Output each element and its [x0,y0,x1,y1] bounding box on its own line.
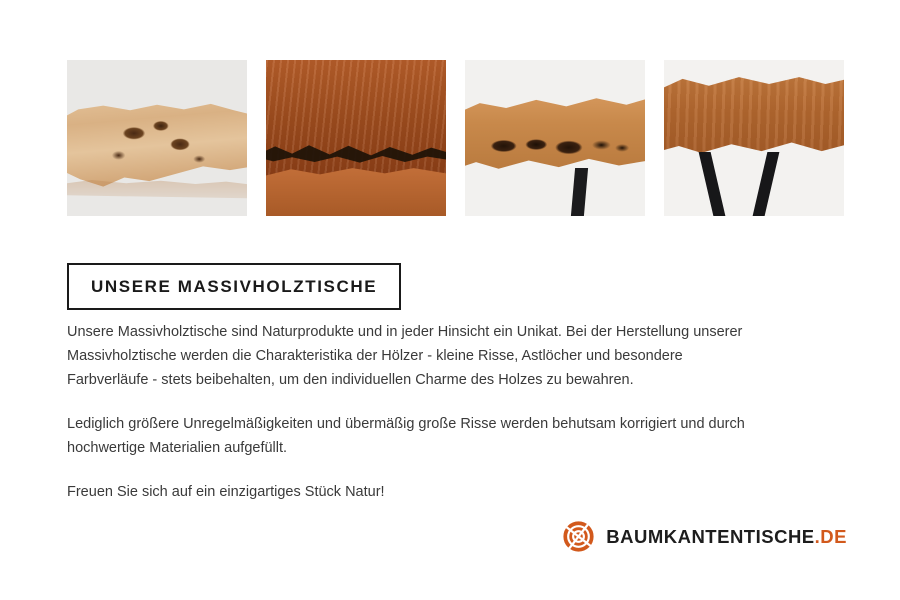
wood-knots [483,134,631,158]
body-copy [67,320,767,504]
baumkantentische-ring-logo-icon [562,520,595,553]
wood-lower-band [266,164,446,216]
page-title: UNSERE MASSIVHOLZTISCHE [91,277,378,296]
table-leg-photo-icon [664,72,844,158]
paragraph-1: Unsere Massivholztische sind Naturprodukte und in jeder Hinsicht ein Unikat. Bei der Herstellung unserer Massivholztische werden die Charakteristika der Hölzer - kleine Risse, Astlöcher und besondere Farbverläufe - stets beibehalten, um den individuellen Charme des Holzes zu bewahren. [67,324,743,388]
gallery-image-2 [266,60,446,216]
gallery-image-4 [664,60,844,216]
brand-name: BAUMKANTENTISCHE [606,525,815,547]
gallery-image-1 [67,60,247,216]
table-leg-right-shape [753,152,780,216]
wood-slab-photo-icon [67,102,247,194]
gallery-image-3 [465,60,645,216]
image-gallery [67,60,847,216]
table-leg-left-shape [699,152,726,216]
brand-logo [562,520,847,553]
paragraph-2: Lediglich größere Unregelmäßigkeiten und übermäßig große Risse werden behutsam korrigiert und durch hochwertige Materialien aufgefüllt. [67,416,745,456]
wood-slab-shadow [67,180,247,216]
brand-wordmark [606,526,847,548]
brand-tld: .DE [814,525,847,547]
table-edge-photo-icon [465,90,645,172]
headline-box [67,263,401,310]
paragraph-3: Freuen Sie sich auf ein einzigartiges Stück Natur! [67,484,385,500]
table-leg-shape [571,168,588,216]
